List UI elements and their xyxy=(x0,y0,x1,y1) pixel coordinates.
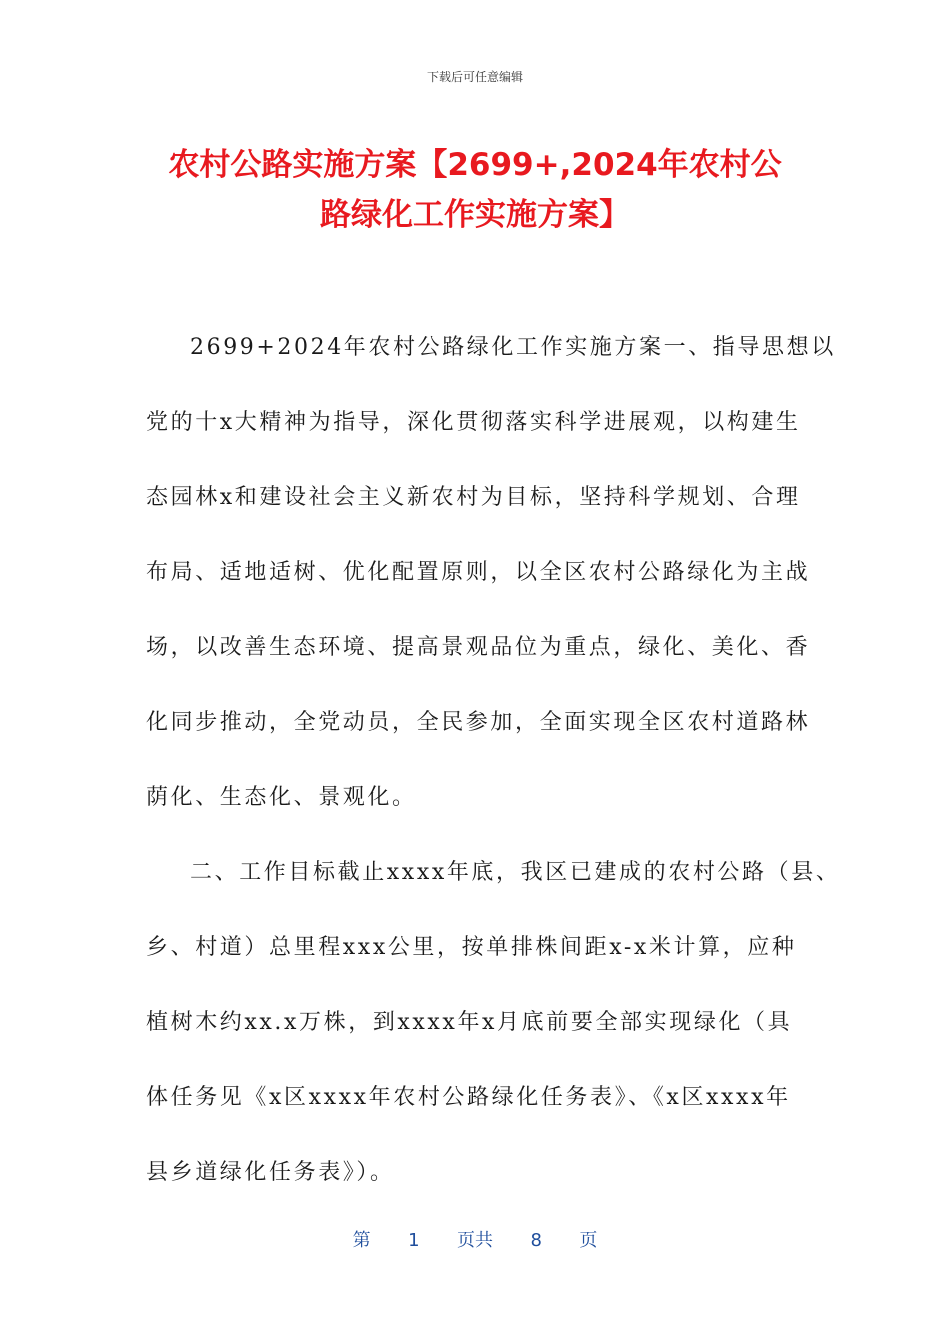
paragraph-line: 县乡道绿化任务表》）。 xyxy=(146,1160,395,1185)
current-page-number: 1 xyxy=(408,1230,420,1251)
download-note: 下载后可任意编辑 xyxy=(426,70,523,84)
paragraph-line: 化同步推动，全党动员，全民参加，全面实现全区农村道路林 xyxy=(146,710,811,735)
paragraph-line: 荫化、生态化、景观化。 xyxy=(146,785,417,810)
paragraph-line: 2699+2024年农村公路绿化工作实施方案一、指导思想以 xyxy=(190,335,836,360)
page-middle-text: 页共 xyxy=(457,1230,493,1251)
page-prefix: 第 xyxy=(352,1230,371,1251)
paragraph-line: 布局、适地适树、优化配置原则，以全区农村公路绿化为主战 xyxy=(146,560,811,585)
paragraph-line: 二、工作目标截止xxxx年底，我区已建成的农村公路（县、 xyxy=(190,860,841,885)
page-suffix: 页 xyxy=(579,1230,598,1251)
paragraph-line: 态园林x和建设社会主义新农村为目标，坚持科学规划、合理 xyxy=(146,485,801,510)
paragraph-line: 党的十x大精神为指导，深化贯彻落实科学进展观，以构建生 xyxy=(146,410,801,435)
title-line-1: 农村公路实施方案【2699+,2024年农村公 xyxy=(168,147,782,183)
paragraph-line: 场，以改善生态环境、提高景观品位为重点，绿化、美化、香 xyxy=(146,635,811,660)
page-number-footer xyxy=(0,1226,950,1252)
paragraph-line: 植树木约xx.x万株，到xxxx年x月底前要全部实现绿化（具 xyxy=(146,1010,793,1035)
title-line-2: 路绿化工作实施方案】 xyxy=(320,197,630,233)
total-pages-number: 8 xyxy=(530,1230,542,1251)
paragraph-line: 体任务见《x区xxxx年农村公路绿化任务表》、《x区xxxx年 xyxy=(146,1085,791,1110)
document-title xyxy=(110,140,840,240)
paragraph-line: 乡、村道）总里程xxx公里，按单排株间距x-x米计算，应种 xyxy=(146,935,797,960)
